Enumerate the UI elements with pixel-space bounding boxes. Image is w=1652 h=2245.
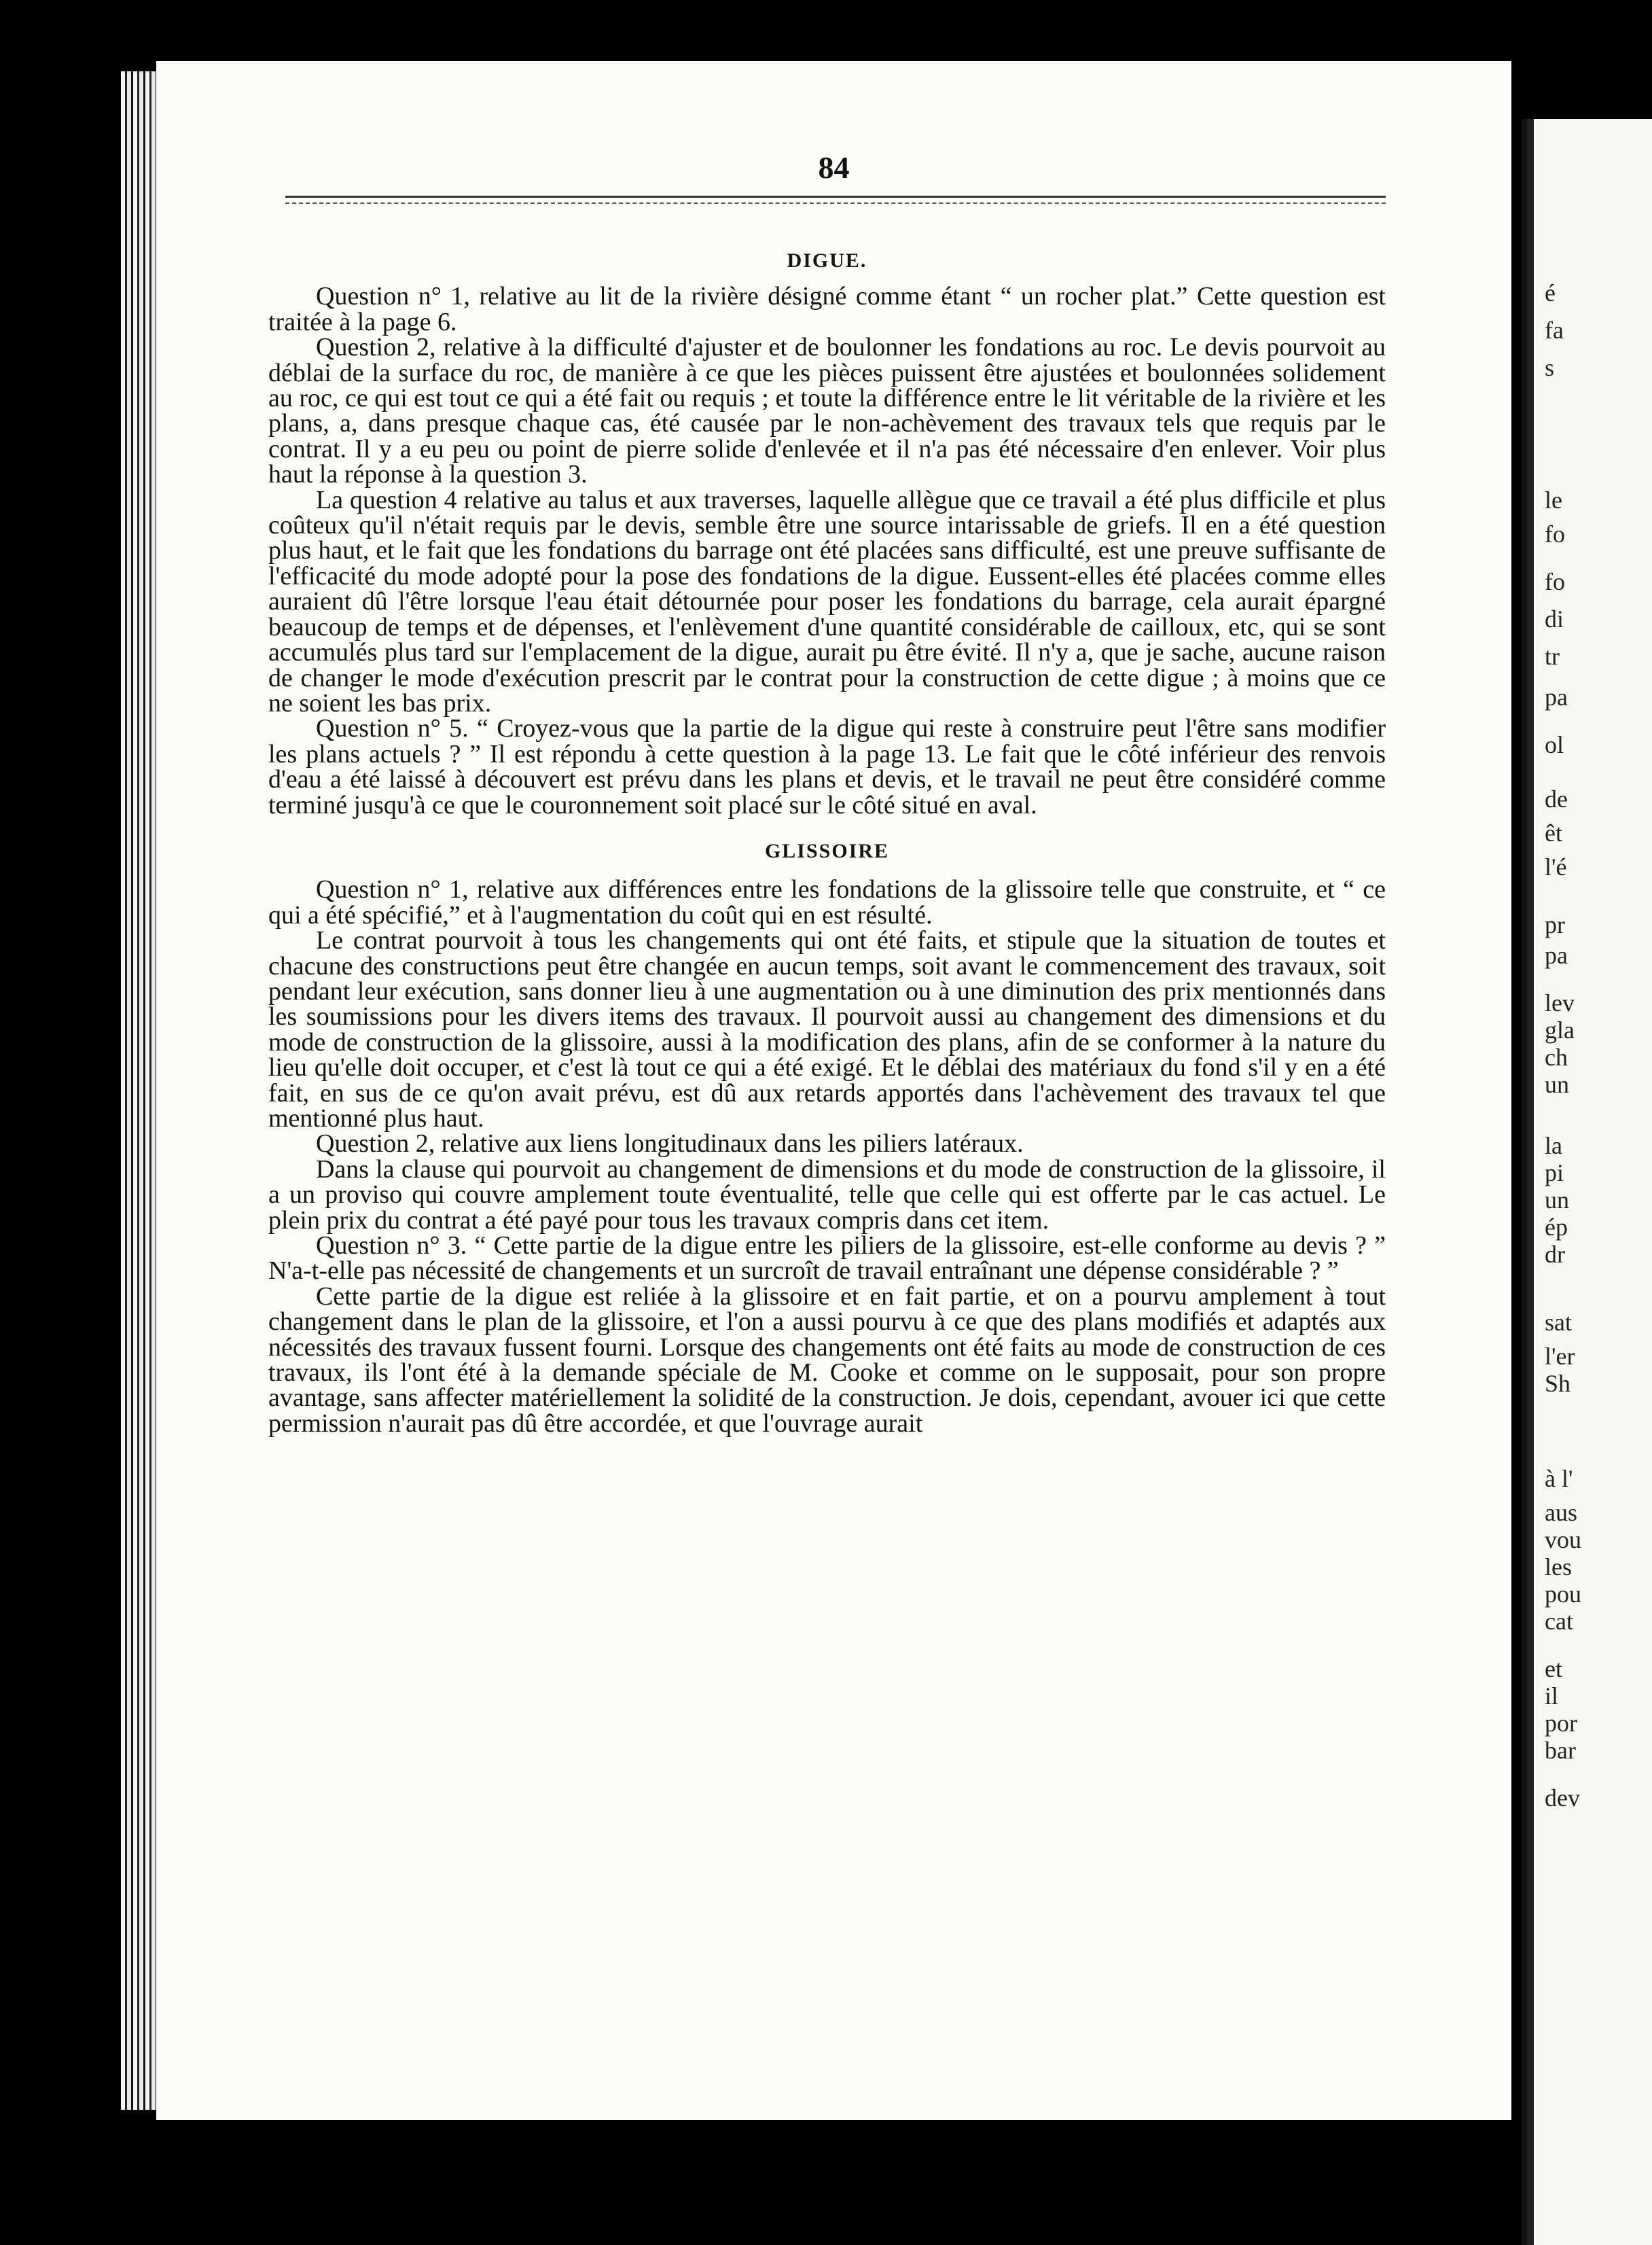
facing-page-text-fragment: s — [1545, 354, 1555, 381]
facing-page-text-fragment: pa — [1545, 942, 1568, 969]
facing-page-text-fragment: il — [1545, 1682, 1559, 1710]
facing-page-text-fragment: pa — [1545, 684, 1568, 711]
document-page — [156, 61, 1511, 2120]
paragraph: Dans la clause qui pourvoit au changement de dimensions et du mode de construction de la glissoire, il a un proviso qui couvre amplement toute éventualité, telle que celle qui est offerte par le cas actuel. Le plein prix du contrat a été payé pour tous les travaux compris dans cet item. — [268, 1154, 1386, 1235]
paragraph: Question n° 5. “ Croyez-vous que la partie de la digue qui reste à construire peut l'être sans modifier les plans actuels ? ” Il est répondu à cette question à la page 13. Le fait que le côté inférieur des renvois d'eau a été laissé à découvert est prévu dans les plans et devis, et le travail ne peut être considéré comme terminé jusqu'à ce que le couronnement soit placé sur le côté situé en aval. — [268, 714, 1386, 819]
facing-page-text-fragment: le — [1545, 487, 1562, 514]
facing-page-text-fragment: à l' — [1545, 1465, 1573, 1492]
paragraph: Question n° 1, relative aux différences entre les fondations de la glissoire telle que construite, et “ ce qui a été spécifié,” et à l'augmentation du coût qui en est résulté. — [268, 875, 1386, 930]
facing-page-text-fragment: l'er — [1545, 1343, 1575, 1370]
paragraph: La question 4 relative au talus et aux traverses, laquelle allègue que ce travail a été plus difficile et plus coûteux qu'il n'était requis par le devis, semble être une source intarissable de griefs. Il en a été question plus haut, et le fait que les fondations du barrage ont été placées sans difficulté, est une preuve suffisante de l'efficacité du mode adopté pour la pose des fondations de la digue. Eussent-elles été placées comme elles auraient dû l'être lorsque l'eau était détournée pour poser les fondations du barrage, cela aurait épargné beaucoup de temps et de dépenses, et l'enlèvement d'une quantité considérable de cailloux, etc, qui se sont accumulés plus tard sur l'emplacement de la digue, aurait pu être évité. Il n'y a, que je sache, aucune raison de changer le mode d'exécution prescrit par le contrat pour la construction de cette digue ; à moins que ce ne soient les bas prix. — [268, 485, 1386, 718]
scan-background — [156, 2120, 1522, 2245]
facing-page-text-fragment: gla — [1545, 1017, 1575, 1044]
facing-page-text-fragment: ch — [1545, 1044, 1568, 1071]
paragraph: Question 2, relative à la difficulté d'ajuster et de boulonner les fondations au roc. Le devis pourvoit au déblai de la surface du roc, de manière à ce que les pièces puissent être ajustées et boulonnées solidement au roc, ce qui est tout ce qui a été fait ou requis ; et toute la différence entre le lit véritable de la rivière et les plans, a, dans presque chaque cas, été causée par le non-achèvement des travaux tels que requis par le contrat. Il y a eu peu ou point de pierre solide d'enlevée et il n'a pas été nécessaire d'en enlever. Voir plus haut la réponse à la question 3. — [268, 333, 1386, 489]
facing-page-text-fragment: ép — [1545, 1214, 1568, 1241]
facing-page-text-fragment: les — [1545, 1553, 1572, 1580]
facing-page-text-fragment: la — [1545, 1132, 1562, 1159]
facing-page-text-fragment: por — [1545, 1710, 1577, 1737]
facing-page-text-fragment: un — [1545, 1071, 1569, 1098]
facing-page-text-fragment: êt — [1545, 819, 1562, 847]
facing-page-text-fragment: pr — [1545, 911, 1565, 938]
facing-page-text-fragment: ol — [1545, 731, 1564, 758]
facing-page-text-fragment: dr — [1545, 1241, 1565, 1268]
facing-page-text-fragment: bar — [1545, 1737, 1576, 1764]
facing-page-text-fragment: de — [1545, 785, 1568, 813]
facing-page-text-fragment: é — [1545, 279, 1556, 306]
facing-page-text-fragment: Sh — [1545, 1370, 1571, 1397]
book-page-edges — [121, 71, 162, 2110]
facing-page-text-fragment: l'é — [1545, 853, 1567, 881]
facing-page-text-fragment: vou — [1545, 1526, 1581, 1553]
header-rule-dashed — [285, 202, 1386, 204]
facing-page-text-fragment: fo — [1545, 520, 1565, 548]
page-gutter — [1527, 119, 1534, 2245]
facing-page-text-fragment: lev — [1545, 989, 1575, 1017]
facing-page-text-fragment: un — [1545, 1186, 1569, 1214]
paragraph: Cette partie de la digue est reliée à la glissoire et en fait partie, et on a pourvu amplement à tout changement dans le plan de la glissoire, et l'on a aussi pourvu à ce que des plans modifiés et adaptés aux nécessités des travaux fussent fourni. Lorsque des changements ont été faits au mode de construction de ces travaux, ils l'ont été à la demande spéciale de M. Cooke et comme on le supposait, pour son propre avantage, sans affecter matériellement la solidité de la construction. Je dois, cependant, avouer ici que cette permission n'aurait pas dû être accordée, et que l'ouvrage aurait — [268, 1281, 1386, 1438]
paragraph: Question n° 1, relative au lit de la rivière désigné comme étant “ un rocher plat.” Cette question est traitée à la page 6. — [268, 282, 1386, 336]
facing-page-text-fragment: sat — [1545, 1309, 1572, 1336]
page-body — [268, 248, 1386, 1436]
header-rule — [285, 196, 1386, 198]
section-heading-glissoire: GLISSOIRE — [764, 839, 890, 862]
facing-page-text-fragment: aus — [1545, 1499, 1577, 1526]
facing-page-text-fragment: cat — [1545, 1608, 1573, 1635]
paragraph: Le contrat pourvoit à tous les changements qui ont été faits, et stipule que la situation de toutes et chacune des constructions peut être changée en aucun temps, soit avant le commencement des travaux, soit pendant leur exécution, sans donner lieu à une augmentation ou à une diminution des prix mentionnés dans les soumissions pour les divers items des travaux. Il pourvoit aussi au changement des dimensions et du mode de construction de la glissoire, aussi à la modification des plans, afin de se conformer à la nature du lieu qu'elle doit occuper, et c'est là tout ce qui a été exigé. Et le déblai des matériaux du fond s'il y en a été fait, en sus de ce qu'on avait prévu, est dû aux retards apportés dans l'achèvement des travaux tel que mentionné plus haut. — [268, 926, 1386, 1133]
paragraph: Question 2, relative aux liens longitudinaux dans les piliers latéraux. — [316, 1129, 1024, 1159]
facing-page-text-fragment: tr — [1545, 643, 1560, 670]
paragraph: Question n° 3. “ Cette partie de la digue entre les piliers de la glissoire, est-elle conforme au devis ? ” N'a-t-elle pas nécessité de changements et un surcroît de travail entraînant une dépense considérable ? ” — [268, 1231, 1386, 1286]
facing-page-text-fragment: fo — [1545, 568, 1565, 595]
page-number: 84 — [818, 150, 850, 185]
facing-page-text-fragment: dev — [1545, 1784, 1580, 1811]
facing-page-edge — [1522, 119, 1652, 2245]
facing-page-text-fragment: et — [1545, 1655, 1562, 1682]
section-heading-digue: DIGUE. — [787, 249, 867, 272]
facing-page-text-fragment: di — [1545, 605, 1564, 633]
facing-page-text-fragment: pou — [1545, 1580, 1581, 1608]
facing-page-text-fragment: pi — [1545, 1159, 1564, 1186]
facing-page-text-fragment: fa — [1545, 317, 1564, 344]
